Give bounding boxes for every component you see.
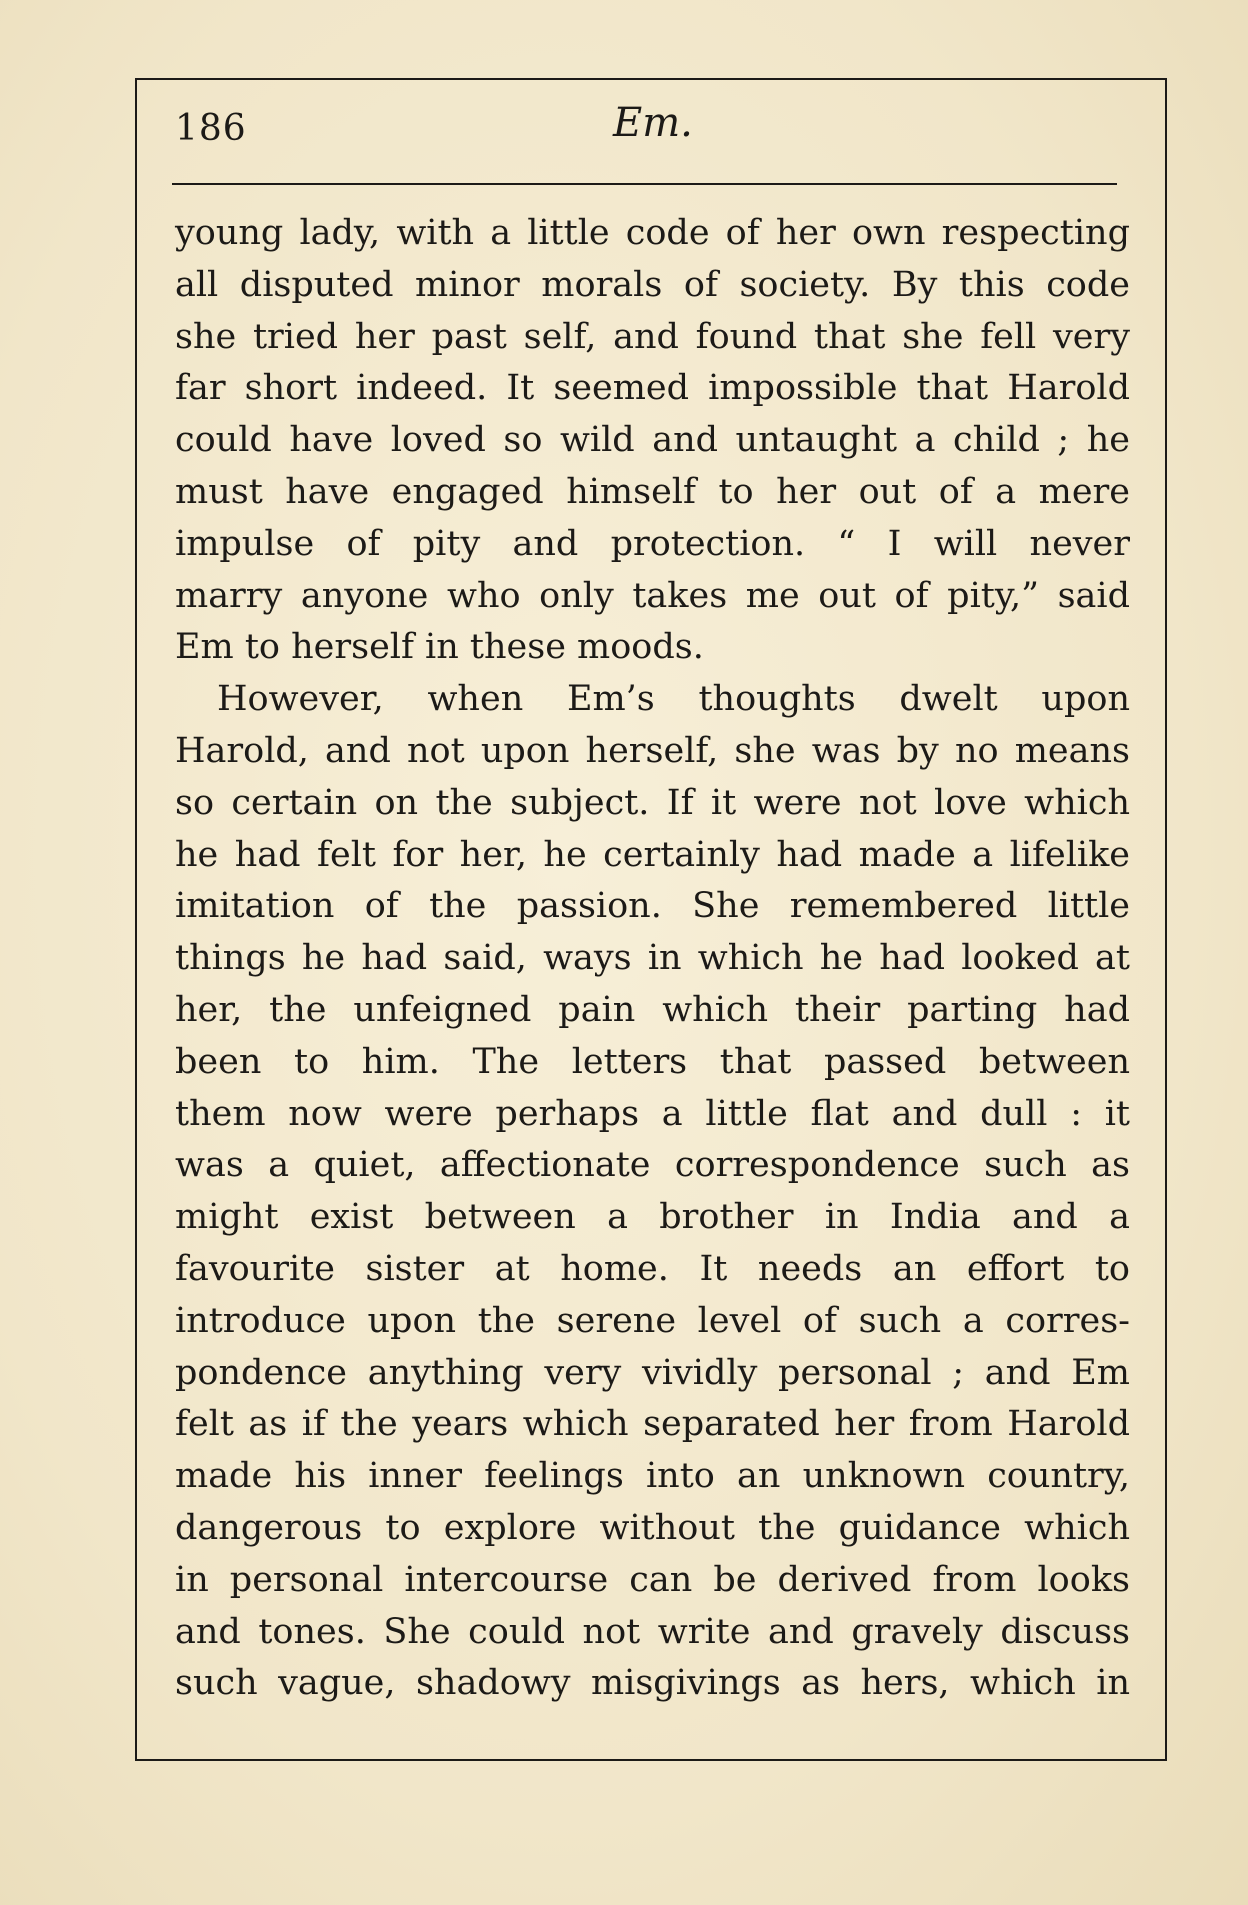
text-line: felt as if the years which separated her from Harold: [175, 1404, 1130, 1445]
text-line: them now were perhaps a little flat and dull : it: [175, 1093, 1130, 1134]
text-line: far short indeed. It seemed impossible that Harold: [175, 368, 1130, 409]
header-rule: [172, 183, 1117, 185]
text-line: all disputed minor morals of society. By this code: [175, 264, 1130, 305]
text-line: dangerous to explore without the guidance which: [175, 1507, 1130, 1548]
text-line: so certain on the subject. If it were not love which: [175, 782, 1130, 823]
text-line: imitation of the passion. She remembered little: [175, 886, 1130, 927]
text-line: her, the unfeigned pain which their parting had: [175, 989, 1130, 1030]
body-text: [175, 208, 1130, 1710]
running-head: Em.: [613, 100, 693, 146]
text-line: marry anyone who only takes me out of pity,” said: [175, 575, 1130, 616]
text-line: been to him. The letters that passed between: [175, 1041, 1130, 1082]
text-line: was a quiet, affectionate correspondence such as: [175, 1145, 1130, 1186]
text-line: favourite sister at home. It needs an effort to: [175, 1248, 1130, 1289]
text-line: such vague, shadowy misgivings as hers, which in: [175, 1663, 1130, 1704]
text-line: pondence anything very vividly personal ; and Em: [175, 1352, 1130, 1393]
text-line: things he had said, ways in which he had looked at: [175, 938, 1130, 979]
text-line: made his inner feelings into an unknown country,: [175, 1456, 1130, 1497]
paragraph-start-line: However, when Em’s thoughts dwelt upon: [217, 679, 1130, 720]
text-line: might exist between a brother in India and a: [175, 1197, 1130, 1238]
text-line: and tones. She could not write and gravely discuss: [175, 1611, 1130, 1652]
page-number: 186: [175, 108, 247, 149]
text-line: could have loved so wild and untaught a child ; he: [175, 420, 1130, 461]
text-line: he had felt for her, he certainly had made a lifelike: [175, 834, 1130, 875]
text-line: in personal intercourse can be derived from looks: [175, 1559, 1130, 1600]
text-line: Harold, and not upon herself, she was by no means: [175, 730, 1130, 771]
text-line: impulse of pity and protection. “ I will never: [175, 523, 1130, 564]
text-line: introduce upon the serene level of such a corres-: [175, 1300, 1130, 1341]
paragraph-end-line: Em to herself in these moods.: [175, 627, 704, 668]
text-line: she tried her past self, and found that she fell very: [175, 316, 1130, 357]
text-line: must have engaged himself to her out of a mere: [175, 471, 1130, 512]
text-line: young lady, with a little code of her own respecting: [175, 213, 1130, 253]
